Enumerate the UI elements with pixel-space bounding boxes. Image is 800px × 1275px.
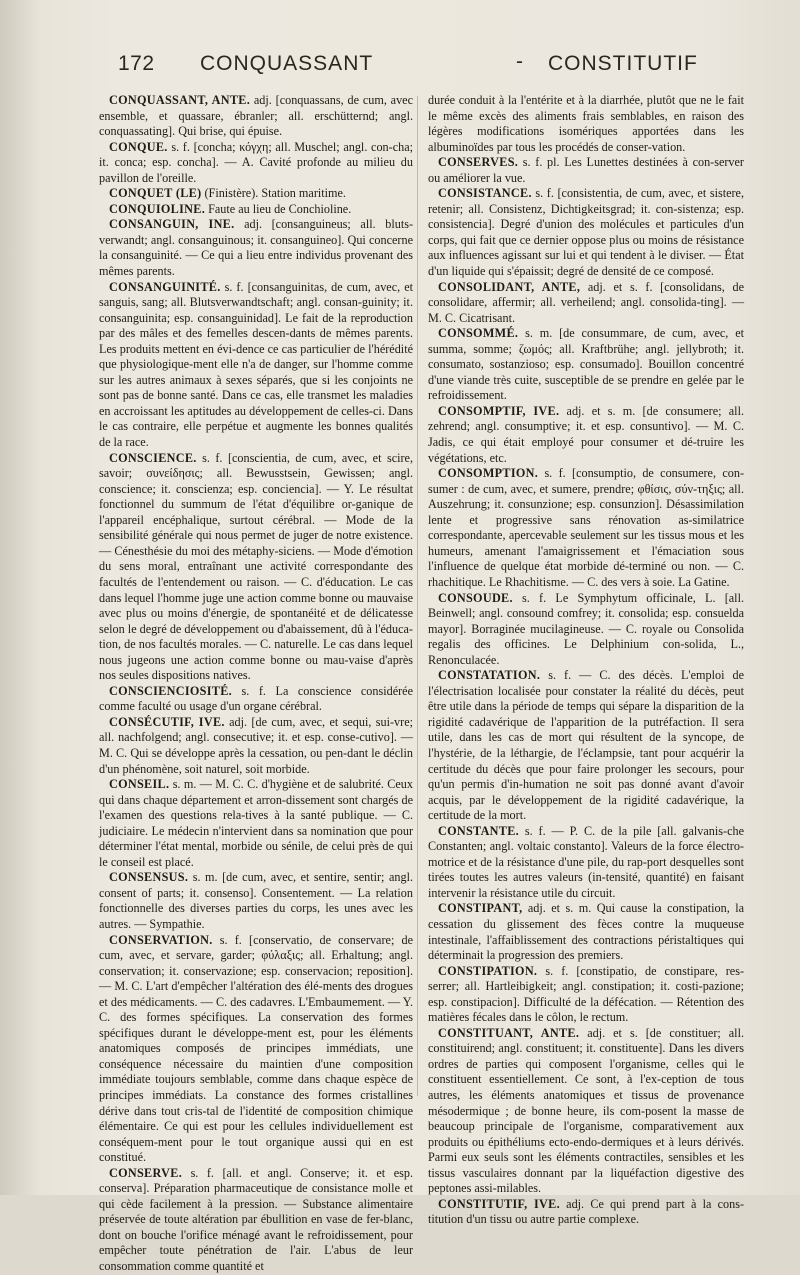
entry-text: s. f. [all. et angl. Conserve; it. et esp. conserva]. Préparation pharmaceutique de consistance molle et qui cède facilement à la pression. — Substance alimentaire préservée de toute altération par ébullition en vase de fer-blanc, dont on bouche l'orifice ménagé avant le refroidissement, pour empêcher toute pénétration de l'air. L'abus de leur consommation comme quantité et <box>99 1165 413 1274</box>
dictionary-entry <box>428 155 744 186</box>
entry-text: s. f. [consumptio, de consumere, con-sumer : de cum, avec, et sumere, prendre; φθίσις, σύν-τηξις; all. Auszehrung; it. consunzione; esp. consunzion]. Désassimilation lente et progressive sans rénovation as-similatrice correspondante, apercevable seulement sur les tissus mous et les humeurs, amenant l'amaigrissement et l'émaciation sous l'influence de quelque état morbide dé-terminé ou non. — C. rhachitique. Le Rhachitisme. — C. des vers à soie. La Gatine. <box>428 466 744 589</box>
dictionary-entry <box>428 591 744 669</box>
entry-headword: CONQUET (LE) <box>109 186 202 201</box>
entry-text: s. f. — C. des décès. L'emploi de l'électrisation localisée pour constater la réalité du décès, peut être utile dans la période de temps qui sépare la disparition de la rigidité cadavérique de l'apparition de la putréfaction. Il sera utile, dans les cas de mort qui résultent de la syncope, de l'hystérie, de la léthargie, de l'éclampsie, tant pour acquérir la certitude du décès que pour faire prolonger les secours, pour qu'un permis d'in-humation ne soit pas donné avant d'avoir acquis, par le développement de la rigidité cadavérique, la certitude de la mort. <box>428 668 745 823</box>
entry-headword: CONSERVATION. <box>109 932 213 947</box>
entry-text: durée conduit à la l'entérite et à la diarrhée, plutôt que ne le fait le même excès des aliments frais semblables, en raison des légères modifications isomériques apportées dans les albuminoïdes par tous les procédés de conser-vation. <box>428 93 744 154</box>
entry-headword: CONSCIENCE. <box>109 450 197 465</box>
dictionary-entry <box>99 93 413 140</box>
dictionary-entry <box>99 186 413 202</box>
dictionary-entry <box>428 824 744 902</box>
entry-text: s. f. [consanguinitas, de cum, avec, et sanguis, sang; all. Blutsverwandtschaft; angl. consan-guinity; it. consanguinita; esp. consanguinidad]. Le fait de la reproduction par des mâles et des femelles descen-dants de mêmes parents. Les produits mettent en évi-dence ce cas particulier de l'hérédité que physiologique-ment elle n'a de danger, sur l'homme comme sur les autres animaux à sexes séparés, que si les conjoints ne sont pas de bonne santé. Dans ce cas, elle transmet les maladies en accroissant les aptitudes au développement de celles-ci. Dans le cas contraire, elle perpétue et augmente les bonnes qualités de la race. <box>99 279 413 450</box>
dictionary-entry <box>99 280 413 451</box>
entry-headword: CONSOMPTION. <box>438 466 539 481</box>
dictionary-entry <box>99 140 413 187</box>
entry-text: adj. et s. [de constituer; all. constituirend; angl. constituent; it. constituente]. Dans les divers ordres de parties qui composent l'organisme, celles qui le constituent essentiellement. Ce sont, à l'ex-ception de tous autres, les éléments anatomiques et tissus de provenance mésodermique ; de bonne heure, ils com-posent la masse de beaucoup principale de l'organisme, comparativement aux produits ou épithéliums ecto-endo-dermiques et à leurs dérivés. Parmi eux seuls sont les éléments contractiles, sensibles et les tissus vasculaires donnant par la liquéfaction digestive des peptones assi-milables. <box>428 1025 745 1196</box>
entry-text: adj. et s. m. Qui cause la constipation, la cessation du glissement des fèces contre la muqueuse intestinale, l'affaiblissement des contractions péristaltiques qui déterminait la progression des premiers. <box>428 901 744 963</box>
entry-headword: CONSOMPTIF, IVE. <box>438 403 560 418</box>
running-header <box>0 48 800 88</box>
entry-text: s. f. [consistentia, de cum, avec, et sistere, retenir; all. Consistenz, Dichtigkeitsgrad; it. con-sistenza; esp. consistencia]. Degré d'union des molécules et particules d'un corps, qui fait que ce dernier oppose plus ou moins de résistance aux influences agissant sur lui et qui tendent à le diviser. — État d'un liquide qui s'épaissit; degré de densité de ce composé. <box>428 186 745 279</box>
entry-headword: CONSERVES. <box>438 155 519 170</box>
entry-headword: CONQUE. <box>109 139 168 154</box>
dictionary-entry <box>428 280 744 327</box>
entry-headword: CONSOLIDANT, ANTE, <box>438 279 581 294</box>
dictionary-entry <box>99 933 413 1166</box>
entry-text: s. f. [conscientia, de cum, avec, et scire, savoir; συνείδησις; all. Bewusstsein, Gewissen; angl. conscience; it. conscienza; esp. conciencia]. — Y. Le résultat fonctionnel du summum de l'état d'équilibre or-ganique de l'appareil encéphalique, surtout cérébral. — Mode de la sensibilité générale qui nous permet de juger de notre existence. — Cénesthésie du moi des métaphy-siciens. — Mode d'émotion du sens moral, entraînant une activité correspondante des facultés de l'entendement ou raison. — C. d'éducation. Le cas dans lequel l'homme juge une action comme bonne ou mauvaise avec plus ou moins d'énergie, de spontanéité et de délicatesse selon le degré de développement ou d'abaissement, dû à l'éduca-tion, de nos facultés morales. — C. naturelle. Le cas dans lequel nous jugeons une action comme bonne ou mau-vaise d'après nos seules dispositions natives. <box>99 450 414 683</box>
left-running-head: CONQUASSANT <box>200 52 374 75</box>
entry-text: s. f. [conservatio, de conservare; de cum, avec, et servare, garder; φύλαξις; all. Erhaltung; angl. conservation; it. conservazione; esp. conservacion; reposition]. — M. C. L'art d'empêcher l'altération des élé-ments des drogues et des médicaments. — C. des cadavres. L'Embaumement. — Y. C. des formes spécifiques. La conservation des formes spécifiques durant le développe-ment est, pour les éléments anatomiques composés de principes immédiats, une conséquence nécessaire du maintien d'une composition immédiate toujours semblable, comme dans chaque espèce de principes immédiats. La constance des formes cristallines dérive dans tout cris-tal de l'identité de composition chimique élémentaire. Ce qui est pour les cellules individuellement est conséquem-ment pour le tout organique aussi qui en est constitué. <box>99 932 414 1165</box>
entry-headword: CONSANGUINITÉ. <box>109 279 221 294</box>
entry-headword: CONSANGUIN, INE. <box>109 217 235 232</box>
entry-headword: CONSTIPATION. <box>438 963 538 978</box>
right-running-head: CONSTITUTIF <box>548 52 698 75</box>
dictionary-entry <box>428 404 744 466</box>
entry-headword: CONSOUDE. <box>438 590 513 605</box>
header-mark: - <box>516 50 524 73</box>
entry-text: adj. et s. f. [consolidans, de consolidare, affermir; all. verheilend; angl. consolida-ting]. — M. C. Cicatrisant. <box>428 279 745 325</box>
dictionary-entry <box>428 466 744 590</box>
dictionary-entry <box>428 668 744 823</box>
entry-text: adj. et s. m. [de consumere; all. zehrend; angl. consumptive; it. et esp. consuntivo]. — M. C. Jadis, ce qui était employé pour consumer et dé-truire les végétations, etc. <box>428 403 745 465</box>
entry-headword: CONSTATATION. <box>438 668 541 683</box>
dictionary-entry <box>428 186 744 279</box>
dictionary-entry <box>428 964 744 1026</box>
entry-headword: CONQUIOLINE. <box>109 201 206 216</box>
entry-text: s. f. La conscience considérée comme faculté ou usage d'un organe cérébral. <box>99 683 413 714</box>
dictionary-entry <box>99 202 413 218</box>
entry-headword: CONSTANTE. <box>438 823 519 838</box>
page-number: 172 <box>118 52 155 75</box>
column-divider <box>417 96 418 1096</box>
dictionary-entry <box>99 451 413 684</box>
entry-text: s. f. [concha; κόγχη; all. Muschel; angl. con-cha; it. conca; esp. concha]. — A. Cavité profonde au milieu du pavillon de l'oreille. <box>99 139 413 185</box>
entry-text: s. f. pl. Les Lunettes destinées à con-server ou améliorer la vue. <box>428 155 744 185</box>
entry-headword: CONSOMMÉ. <box>438 326 519 341</box>
entry-text: s. f. [constipatio, de constipare, res-serrer; all. Hartleibigkeit; angl. constipation; it. costi-pazione; esp. constipacion]. Difficulté de la défécation. — Rétention des matières fécales dans le côlon, le rectum. <box>428 963 745 1025</box>
entry-headword: CONSÉCUTIF, IVE. <box>109 714 225 729</box>
dictionary-entry <box>99 777 413 870</box>
entry-text: adj. [de cum, avec, et sequi, sui-vre; all. nachfolgend; angl. consecutive; it. et esp. conse-cutivo]. — M. C. Qui se développe après la cessation, ou pen-dant le déclin d'un phénomène, soit naturel, soit morbide. <box>99 714 414 776</box>
entry-text: s. f. — P. C. de la pile [all. galvanis-che Constanten; angl. voltaic constanto]. Valeurs de la force électro-motrice et de la résistance d'une pile, du rap-port desquelles sont tirées toutes les autres valeurs (in-tensité, quantité) en faisant intervenir la résistance utile du circuit. <box>428 823 745 900</box>
dictionary-entry <box>99 217 413 279</box>
entry-text: s. m. [de cum, avec, et sentire, sentir; angl. consent of parts; it. consenso]. Consentement. — La relation fonctionnelle des diverses parties du corps, les unes avec les autres. — Sympathie. <box>99 870 413 931</box>
entry-headword: CONSTIPANT, <box>438 901 523 916</box>
entry-headword: CONSTITUTIF, IVE. <box>438 1196 560 1211</box>
entry-text: s. f. Le Symphytum officinale, L. [all. Beinwell; angl. consound comfrey; it. consolida; esp. consuelda mayor]. Borraginée mucilagineuse. — C. royale ou Consolida regalis des officines. Le Delphinium con-solida, L., Renonculacée. <box>428 590 744 667</box>
entry-headword: CONSCIENCIOSITÉ. <box>109 683 232 698</box>
dictionary-entry <box>428 1026 744 1197</box>
entry-text: s. m. [de consummare, de cum, avec, et summa, somme; ζωμός; all. Kraftbrühe; angl. jellybroth; it. consumato, sostanzioso; esp. consumado]. Bouillon concentré d'une viande très cuite, susceptible de se prendre en gelée par le refroidissement. <box>428 326 744 403</box>
entry-headword: CONSEIL. <box>109 777 170 792</box>
dictionary-entry <box>99 870 413 932</box>
dictionary-entry <box>99 1166 413 1275</box>
entry-headword: CONQUASSANT, ANTE. <box>109 93 251 107</box>
entry-text: adj. Ce qui prend part à la cons-titution d'un tissu ou autre partie complexe. <box>428 1196 745 1227</box>
dictionary-entry <box>428 93 744 155</box>
left-column <box>99 93 413 1275</box>
entry-text: adj. [conquassans, de cum, avec ensemble, et quassare, ébranler; all. erschütternd; angl. conquassating]. Qui brise, qui épuise. <box>99 93 414 139</box>
right-column <box>428 93 744 1228</box>
entry-headword: CONSTITUANT, ANTE. <box>438 1025 580 1040</box>
entry-text: s. m. — M. C. C. d'hygiène et de salubrité. Ceux qui dans chaque département et arron-dissement sont chargés de l'examen des questions rela-tives à la santé publique. — C. judiciaire. Le médecin n'intervient dans sa nomination que pour déterminer l'état mental, morbide ou sénile, de celui près de qui le conseil est placé. <box>99 777 413 869</box>
entry-headword: CONSENSUS. <box>109 870 189 885</box>
dictionary-entry <box>428 901 744 963</box>
dictionary-entry <box>99 684 413 715</box>
dictionary-entry <box>99 715 413 777</box>
entry-text: adj. [consanguineus; all. bluts-verwandt; angl. consanguinous; it. consanguineo]. Qui concerne la consanguinité. — Ce qui a lieu entre individus provenant des mêmes parents. <box>99 217 414 279</box>
dictionary-entry <box>428 1197 744 1228</box>
dictionary-entry <box>428 326 744 404</box>
entry-text: (Finistère). Station maritime. <box>204 186 346 201</box>
entry-headword: CONSERVE. <box>109 1165 183 1180</box>
entry-text: Faute au lieu de Conchioline. <box>208 201 352 216</box>
entry-headword: CONSISTANCE. <box>438 186 532 201</box>
